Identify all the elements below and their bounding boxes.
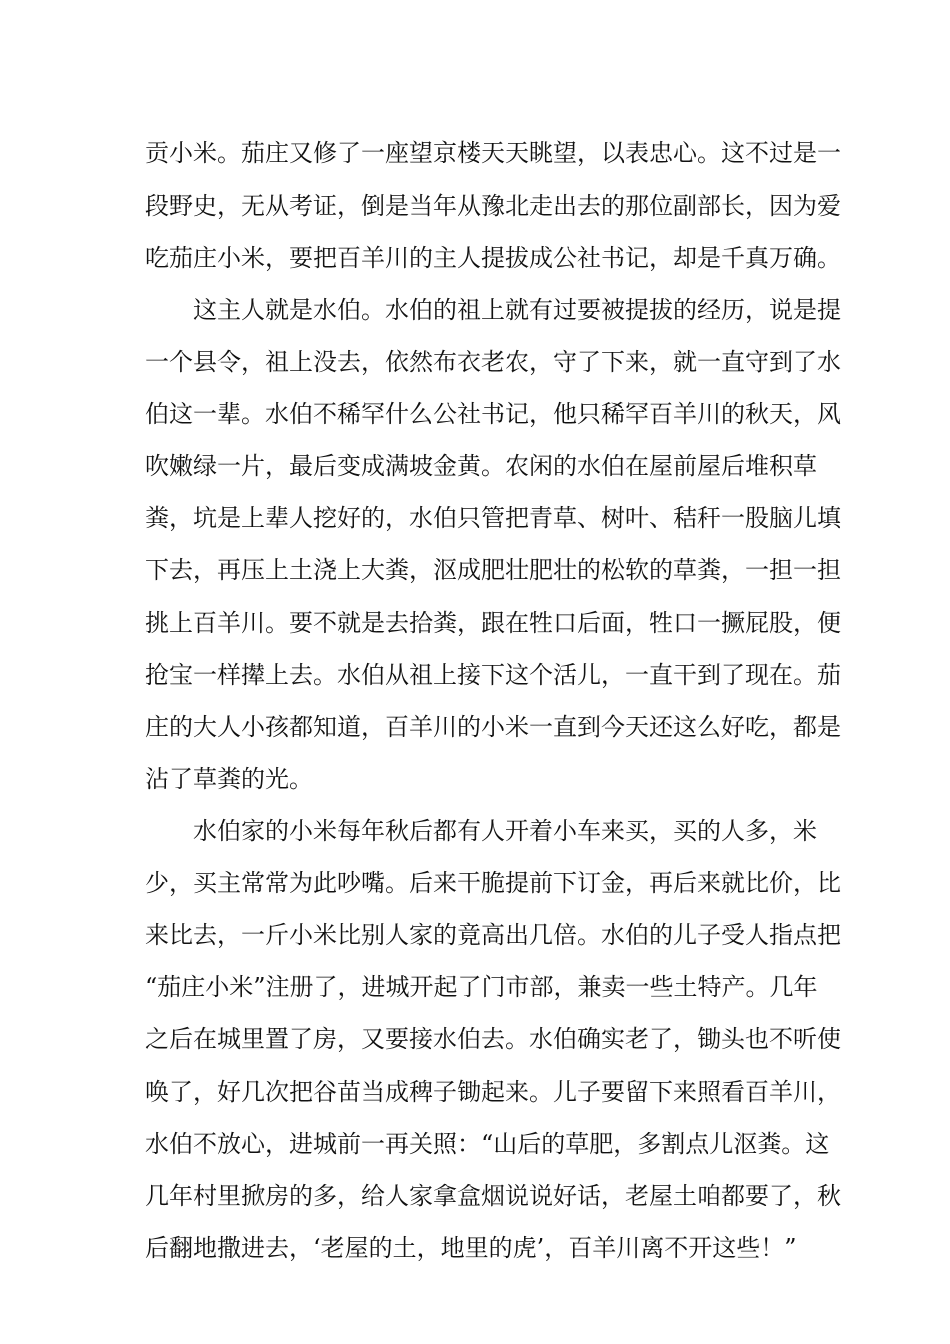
text-line: “茄庄小米”注册了，进城开起了门市部，兼卖一些土特产。几年 [145, 973, 818, 1001]
text-line: 少，买主常常为此吵嘴。后来干脆提前下订金，再后来就比价，比 [145, 869, 841, 897]
text-line: 水伯不放心，进城前一再关照：“山后的草肥，多割点儿沤粪。这 [145, 1130, 830, 1158]
text-line: 贡小米。茄庄又修了一座望京楼天天眺望，以表忠心。这不过是一 [145, 139, 841, 167]
text-line: 庄的大人小孩都知道，百羊川的小米一直到今天还这么好吃，都是 [145, 713, 841, 741]
text-line: 来比去，一斤小米比别人家的竟高出几倍。水伯的儿子受人指点把 [145, 921, 841, 949]
text-line: 之后在城里置了房，又要接水伯去。水伯确实老了，锄头也不听使 [145, 1025, 841, 1053]
paragraph-start-line: 这主人就是水伯。水伯的祖上就有过要被提拔的经历，说是提 [193, 296, 841, 324]
text-line: 吹嫩绿一片，最后变成满坡金黄。农闲的水伯在屋前屋后堆积草 [145, 452, 817, 480]
text-line: 吃茄庄小米，要把百羊川的主人提拔成公社书记，却是千真万确。 [145, 244, 841, 272]
text-line: 一个县令，祖上没去，依然布衣老农，守了下来，就一直守到了水 [145, 348, 841, 376]
text-line: 后翻地撒进去，‘老屋的土，地里的虎’，百羊川离不开这些！” [145, 1234, 797, 1262]
text-line: 几年村里掀房的多，给人家拿盒烟说说好话，老屋土咱都要了，秋 [145, 1182, 841, 1210]
text-line: 唤了，好几次把谷苗当成稗子锄起来。儿子要留下来照看百羊川， [145, 1078, 841, 1106]
text-line: 挑上百羊川。要不就是去拾粪，跟在牲口后面，牲口一撅屁股，便 [145, 609, 841, 637]
text-line: 粪，坑是上辈人挖好的，水伯只管把青草、树叶、秸秆一股脑儿填 [145, 504, 841, 532]
text-line: 段野史，无从考证，倒是当年从豫北走出去的那位副部长，因为爱 [145, 192, 841, 220]
paragraph-start-line: 水伯家的小米每年秋后都有人开着小车来买，买的人多，米 [193, 817, 817, 845]
paragraph-end-line: 沾了草粪的光。 [145, 765, 313, 793]
text-line: 抢宝一样撵上去。水伯从祖上接下这个活儿，一直干到了现在。茄 [145, 661, 841, 689]
text-line: 下去，再压上土浇上大粪，沤成肥壮肥壮的松软的草粪，一担一担 [145, 556, 841, 584]
text-line: 伯这一辈。水伯不稀罕什么公社书记，他只稀罕百羊川的秋天，风 [145, 400, 841, 428]
